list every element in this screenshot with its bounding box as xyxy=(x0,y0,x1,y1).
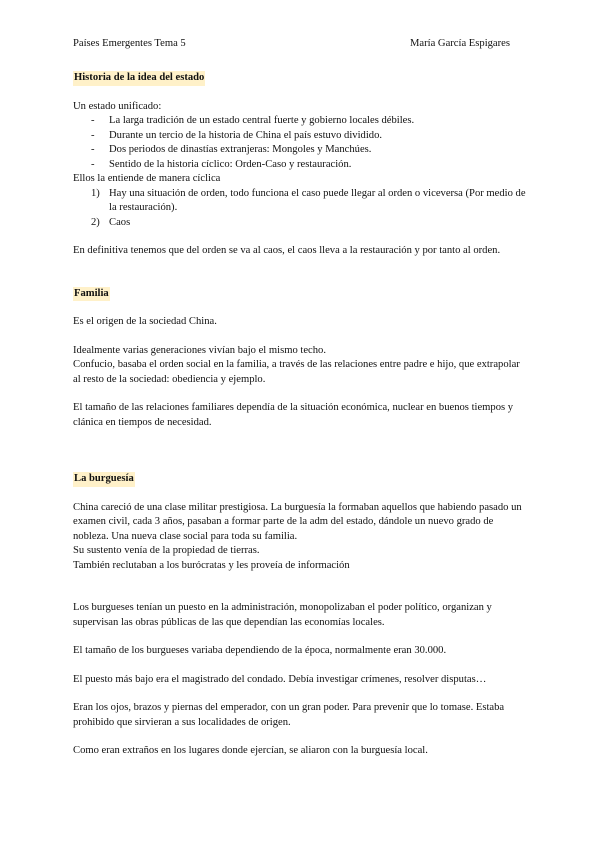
paragraph-ojos-emperador: Eran los ojos, brazos y piernas del emperador, con un gran poder. Para prevenir que lo tomase. Estaba prohibido que sirvieran a sus localidades de origen. xyxy=(73,702,505,728)
list-item-text: Caos xyxy=(109,216,131,228)
bullet-list-estado xyxy=(73,114,529,172)
paragraph-puesto-administracion: Los burgueses tenían un puesto en la administración, monopolizaban el poder político, organizan y supervisan las obras públicas de las que dependían las economías locales. xyxy=(73,602,492,628)
paragraph-clase-militar: China careció de una clase militar prestigiosa. La burguesía la formaban aquellos que habiendo pasado un examen civil, cada 3 años, pasaban a formar parte de la adm del estado, dándole un nuevo grado de nobleza. Una nueva clase social para toda su familia. xyxy=(73,501,522,542)
list-item: - Durante un tercio de la historia de China el país estuvo dividido. xyxy=(73,129,529,144)
section-heading-burguesia: La burguesía xyxy=(73,472,135,487)
list-item: - Dos periodos de dinastías extranjeras: Mongoles y Manchúes. xyxy=(73,143,529,158)
list-item xyxy=(73,216,529,231)
paragraph-sustento: Su sustento venía de la propiedad de tierras. xyxy=(73,545,260,556)
list-item xyxy=(73,187,529,216)
paragraph-confucio: Confucio, basaba el orden social en la familia, a través de las relaciones entre padre e hijo, que extrapolar al resto de la sociedad: obediencia y ejemplo. xyxy=(73,359,520,385)
paragraph-ciclica: Ellos la entiende de manera cíclica xyxy=(73,173,221,184)
header-course-title: Países Emergentes Tema 5 xyxy=(73,38,186,49)
paragraph-familia-origen: Es el origen de la sociedad China. xyxy=(73,316,217,327)
paragraph-tamano-familia: El tamaño de las relaciones familiares dependía de la situación económica, nuclear en buenos tiempos y clánica en tiempos de necesidad. xyxy=(73,402,514,428)
list-item: - Sentido de la historia cíclico: Orden-Caso y restauración. xyxy=(73,158,529,173)
paragraph-magistrado: El puesto más bajo era el magistrado del condado. Debía investigar crímenes, resolver disputas… xyxy=(73,673,487,685)
list-number: 1) xyxy=(91,187,100,199)
paragraph-extranos: Como eran extraños en los lugares donde ejercían, se aliaron con la burguesía local. xyxy=(73,745,428,756)
section-heading-historia: Historia de la idea del estado xyxy=(73,71,205,86)
paragraph-estado-intro: Un estado unificado: xyxy=(73,100,162,112)
paragraph-conclusion: En definitiva tenemos que del orden se va al caos, el caos lleva a la restauración y por tanto al orden. xyxy=(73,245,501,256)
document-body xyxy=(73,71,529,759)
list-item-text: Hay una situación de orden, todo funciona el caso puede llegar al orden o viceversa (Por medio de la restauración). xyxy=(109,187,526,213)
header-author: María García Espigares xyxy=(409,38,510,49)
paragraph-generaciones: Idealmente varias generaciones vivían bajo el mismo techo. xyxy=(73,344,326,356)
paragraph-tamano-burgueses: El tamaño de los burgueses variaba dependiendo de la época, normalmente eran 30.000. xyxy=(73,645,447,656)
numbered-list-ciclo xyxy=(73,187,529,231)
section-heading-familia: Familia xyxy=(73,287,110,302)
paragraph-reclutaban: También reclutaban a los burócratas y les proveía de información xyxy=(73,559,350,571)
list-number: 2) xyxy=(91,216,100,228)
list-item: - La larga tradición de un estado central fuerte y gobierno locales débiles. xyxy=(73,114,529,129)
